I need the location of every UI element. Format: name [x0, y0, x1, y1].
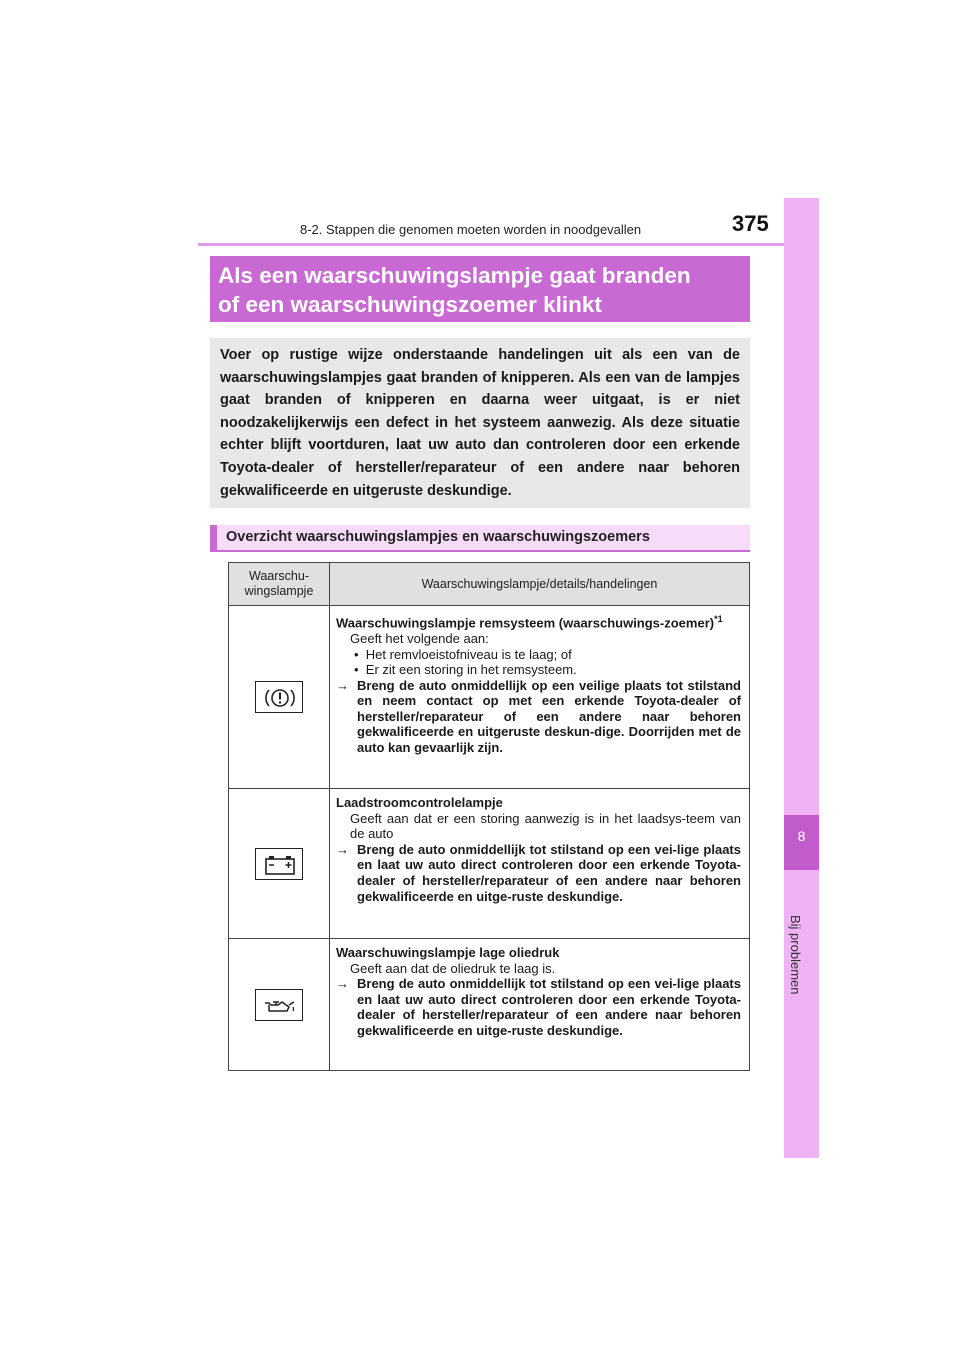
row-title: Waarschuwingslampje lage oliedruk	[336, 945, 560, 960]
section-subheading	[210, 525, 750, 552]
header-divider	[198, 243, 819, 246]
header-details: Waarschuwingslampje/details/handelingen	[330, 563, 750, 606]
row-description: Geeft aan dat er een storing aanwezig is in het laadsys-teem van de auto	[350, 810, 741, 842]
row-description: Geeft aan dat de oliedruk te laag is.	[350, 960, 556, 976]
intro-box	[210, 338, 750, 508]
chapter-side-tab	[784, 198, 819, 1158]
page-title	[210, 256, 750, 322]
section-header: 8-2. Stappen die genomen moeten worden in noodgevallen	[300, 222, 642, 237]
row-title: Waarschuwingslampje remsysteem (waarschuwings-zoemer)$^{*1}$	[336, 614, 723, 631]
row-title: Laadstroomcontrolelampje	[336, 795, 503, 810]
header-lamp: Waarschu- wingslampje	[229, 563, 330, 606]
row-action: → Breng de auto onmiddellijk tot stilstand op een vei-lige plaats en laat uw auto direct controleren door een erkende Toyota-dealer of hersteller/reparateur of een andere naar behoren gekwalificeerde en uitge-ruste deskundige.	[336, 976, 741, 1038]
table-row	[229, 939, 750, 1071]
table-row	[229, 789, 750, 939]
list-item: • Het remvloeistofniveau is te laag; of	[354, 646, 572, 662]
chapter-label: Bij problemen	[788, 915, 803, 995]
page-title-line-1: Als een waarschuwingslampje gaat branden	[218, 263, 691, 288]
warning-table	[228, 562, 750, 1071]
battery-charge-icon	[255, 848, 303, 880]
row-action: → Breng de auto onmiddellijk tot stilstand op een vei-lige plaats en laat uw auto direct controleren door een erkende Toyota-dealer of hersteller/reparateur of een andere naar behoren gekwalificeerde en uitge-ruste deskundige.	[336, 841, 741, 904]
arrow-icon: →	[336, 976, 349, 992]
row-action: → Breng de auto onmiddellijk op een veilige plaats tot stilstand en neem contact op met een erkende Toyota-dealer of hersteller/reparateur of een andere naar behoren gekwalificeerde en uitgeruste deskun-dige. Doorrijden met de auto kan gevaarlijk zijn.	[336, 677, 741, 756]
table-row	[229, 606, 750, 789]
arrow-icon: →	[336, 841, 349, 857]
page-number: 375	[732, 211, 769, 236]
chapter-number: 8	[797, 828, 806, 844]
footnote-marker: *1	[714, 614, 723, 624]
list-item: • Er zit een storing in het remsysteem.	[354, 662, 577, 678]
page-title-line-2: of een waarschuwingszoemer klinkt	[218, 292, 602, 317]
arrow-icon: →	[336, 677, 349, 693]
subheading-text: Overzicht waarschuwingslampjes en waarschuwingszoemers	[226, 529, 650, 545]
row-description: Geeft het volgende aan:	[350, 630, 489, 646]
brake-warning-icon	[255, 681, 303, 713]
table-header-row	[229, 563, 750, 606]
intro-text: Voer op rustige wijze onderstaande handelingen uit als een van de waarschuwingslampjes gaat branden of knipperen. Als een van de lampjes gaat branden of knipperen en daarna weer uitgaat, is er niet noodzakelijkerwijs een defect in het systeem aanwezig. Als deze situatie echter blijft voortduren, laat uw auto dan controleren door een erkende Toyota-dealer of hersteller/reparateur of een andere naar behoren gekwalificeerde en uitgeruste deskundige.	[220, 347, 740, 499]
oil-pressure-icon	[255, 989, 303, 1021]
